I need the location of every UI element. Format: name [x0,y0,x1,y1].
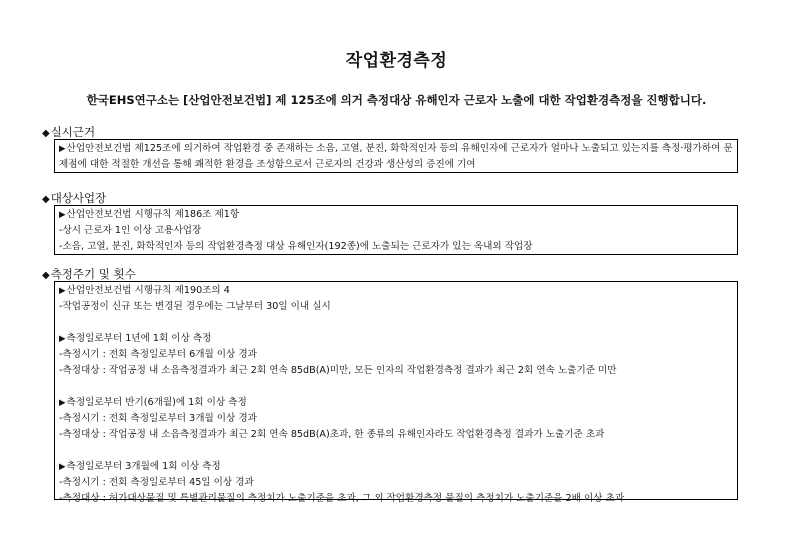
arrow-icon: ▶ [59,462,66,472]
cycle-line: -작업공정이 신규 또는 변경된 경우에는 그날부터 30일 이내 실시 [59,301,331,312]
cycle-line: -측정대상 : 허가대상물질 및 특별관리물질의 측정치가 노출기준을 초과, 그 외 작업환경측정 물질의 측정치가 노출기준을 2배 이상 초과 [59,493,625,504]
basis-text: 산업안전보건법 제125조에 의거하여 작업환경 중 존재하는 소음, 고열, 분진, 화학적인자 등의 유해인자에 근로자가 얼마나 노출되고 있는지를 측정·평가하여 문제점에 대한 적절한 개선을 통해 쾌적한 환경을 조성함으로서 근로자의 건강과 생산성의 증진에 기여 [59,143,733,170]
diamond-icon: ◆ [42,128,50,139]
section-heading-target [42,190,106,206]
basis-text-line [59,141,733,173]
cycle-line: -측정시기 : 전회 측정일로부터 6개월 이상 경과 [59,349,257,360]
section-heading-target-label: 대상사업장 [50,191,107,205]
diamond-icon: ◆ [42,194,50,205]
arrow-icon: ▶ [59,334,66,344]
target-line: -상시 근로자 1인 이상 고용사업장 [59,225,202,236]
section-box-cycle [54,281,738,504]
page-title: 작업환경측정 [345,51,448,71]
section-box-basis [54,139,738,173]
cycle-line: -측정시기 : 전회 측정일로부터 3개월 이상 경과 [59,413,257,424]
arrow-icon: ▶ [59,286,66,296]
section-heading-basis-label: 실시근거 [50,125,96,139]
section-heading-cycle-label: 측정주기 및 횟수 [50,267,136,281]
cycle-line: -측정시기 : 전회 측정일로부터 45일 이상 경과 [59,477,254,488]
cycle-group-title: ▶측정일로부터 반기(6개월)에 1회 이상 측정 [59,397,247,408]
cycle-line: -측정대상 : 작업공정 내 소음측정결과가 최근 2회 연속 85dB(A)초과, 한 종류의 유해인자라도 작업환경측정 결과가 노출기준 초과 [59,429,605,440]
arrow-icon: ▶ [59,210,66,220]
page-subtitle: 한국EHS연구소는 [산업안전보건법] 제 125조에 의거 측정대상 유해인자 근로자 노출에 대한 작업환경측정을 진행합니다. [86,93,707,107]
target-line: -소음, 고열, 분진, 화학적인자 등의 작업환경측정 대상 유해인자(192종)에 노출되는 근로자가 있는 옥내외 작업장 [59,241,533,252]
diamond-icon: ◆ [42,270,50,281]
section-box-target [54,205,738,255]
cycle-group-title: ▶측정일로부터 1년에 1회 이상 측정 [59,333,212,344]
target-line-title: ▶산업안전보건법 시행규칙 제186조 제1항 [59,209,240,220]
arrow-icon: ▶ [59,144,66,154]
cycle-line: -측정대상 : 작업공정 내 소음측정결과가 최근 2회 연속 85dB(A)미만, 모든 인자의 작업환경측정 결과가 최근 2회 연속 노출기준 미만 [59,365,617,376]
cycle-group-title: ▶산업안전보건법 시행규칙 제190조의 4 [59,285,230,296]
section-heading-cycle [42,266,136,282]
cycle-group-title: ▶측정일로부터 3개월에 1회 이상 측정 [59,461,221,472]
section-heading-basis [42,124,95,140]
arrow-icon: ▶ [59,398,66,408]
